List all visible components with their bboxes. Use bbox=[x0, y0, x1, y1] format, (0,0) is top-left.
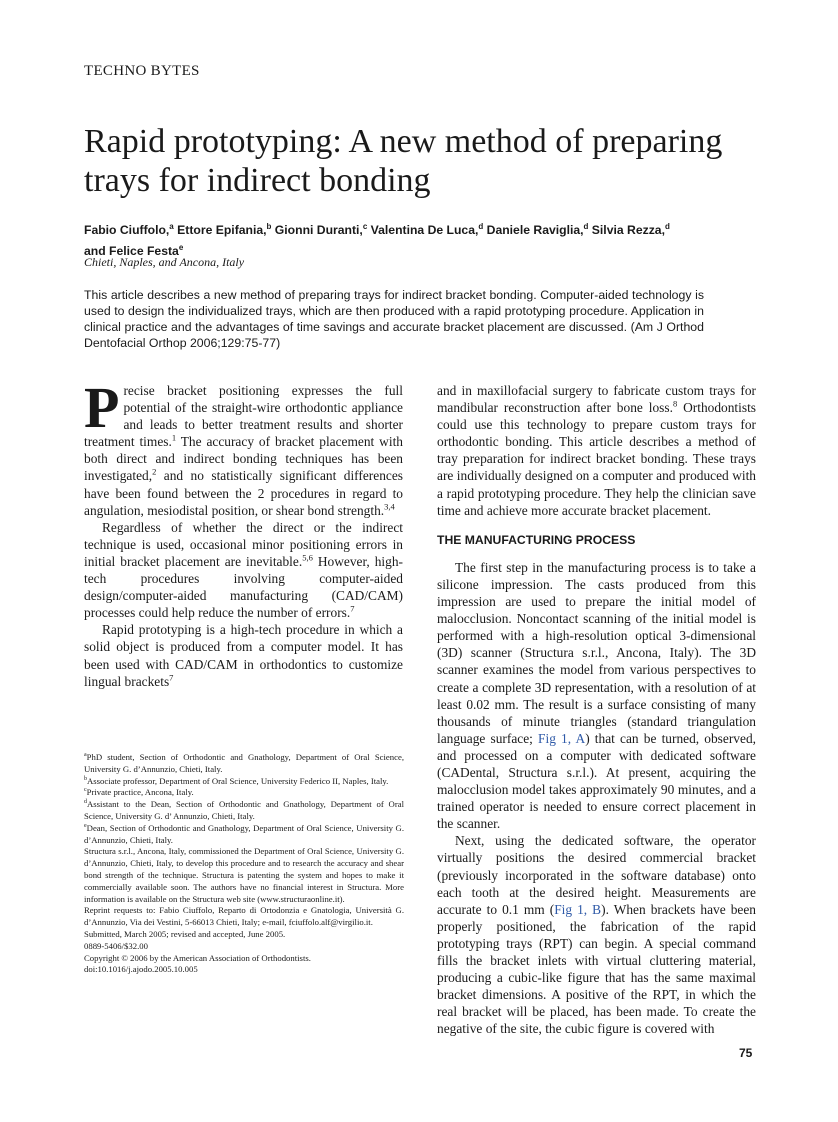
doi: doi:10.1016/j.ajodo.2005.10.005 bbox=[84, 964, 198, 975]
paragraph-text: Orthodontists could use this technology to prepare custom trays for orthodontic bonding. This article describes a method of tray preparation for indirect bracket bonding. These trays are individually designed on a computer and produced with a rapid prototyping procedure. They help the clinician save time and achieve more accurate bracket placement. bbox=[437, 400, 756, 518]
footnote bbox=[84, 752, 404, 776]
footnote-text: Private practice, Ancona, Italy. bbox=[86, 787, 194, 798]
footnote bbox=[84, 787, 404, 799]
author-name: Fabio Ciuffolo, bbox=[84, 223, 170, 238]
author-name: Ettore Epifania, bbox=[173, 223, 267, 238]
figure-link[interactable]: Fig 1, A bbox=[538, 730, 586, 746]
affiliation-marker: d bbox=[583, 222, 589, 231]
reprint-requests: Reprint requests to: Fabio Ciuffolo, Reparto di Ortodonzia e Gnatologia, Università G. d’Annunzio, Via dei Vestini, 5-66013 Chieti, Italy; e-mail, fciuffolo.alf@virgilio.it. bbox=[84, 905, 404, 928]
article-title: Rapid prototyping: A new method of preparing trays for indirect bonding bbox=[84, 123, 723, 199]
disclosure-note: Structura s.r.l., Ancona, Italy, commissioned the Department of Oral Science, University G. d’Annunzio, Chieti, Italy, to develop this procedure and to research the accuracy and shear bond strength of the technique. Structura is patenting the system and hopes to make it commercially available soon. The authors have no financial interest in Structura. More information is available on the Structura web site (www.structuraonline.it). bbox=[84, 846, 404, 904]
section-label: TECHNO BYTES bbox=[84, 63, 200, 79]
paragraph-text: Regardless of whether the direct or the indirect technique is used, occasional minor positioning errors in initial bracket placement are inevitable. bbox=[84, 519, 403, 569]
body-paragraph bbox=[437, 559, 756, 833]
paragraph-text: The accuracy of bracket placement with both direct and indirect bonding techniques has been investigated, bbox=[84, 434, 403, 484]
reference-marker: 5,6 bbox=[302, 552, 313, 563]
author-name: Silvia Rezza, bbox=[588, 223, 665, 238]
footnote-marker: e bbox=[84, 822, 87, 829]
footnote-marker: a bbox=[84, 752, 87, 759]
author-list bbox=[84, 218, 764, 260]
body-paragraph bbox=[84, 621, 403, 689]
paragraph-text: Rapid prototyping is a high-tech procedure in which a solid object is produced from a computer model. It has been used with CAD/CAM in orthodontics to customize lingual brackets bbox=[84, 622, 403, 689]
footnote-marker: d bbox=[84, 799, 87, 806]
drop-cap: P bbox=[84, 375, 120, 440]
footnotes bbox=[84, 752, 404, 976]
footnote-text: Associate professor, Department of Oral Science, University Federico II, Naples, Italy. bbox=[87, 775, 389, 786]
reference-marker: 7 bbox=[350, 603, 355, 614]
paragraph-text: Next, using the dedicated software, the operator virtually positions the desired commercial bracket (previously incorporated in the software database) onto each tooth at the desired height. Measurements are accurate to 0.1 mm ( bbox=[437, 833, 756, 917]
affiliation-marker: e bbox=[178, 243, 184, 253]
footnote bbox=[84, 799, 404, 823]
paragraph-text: However, high-tech procedures involving computer-aided design/computer-aided manufacturing (CAD/CAM) processes could help reduce the number of errors. bbox=[84, 553, 404, 621]
copyright-notice: Copyright © 2006 by the American Association of Orthodontists. bbox=[84, 952, 311, 963]
reference-marker: 3,4 bbox=[384, 501, 395, 512]
paragraph-text: ). When brackets have been properly positioned, the fabrication of the rapid prototyping trays (RPT) can begin. A special command fills the bracket inlets with virtual cluttering material, producing a cubic-like figure that has the same maximal bracket dimensions. A positive of the RPT, in which the real bracket will be placed, has been made. To create the negative of the site, the cubic figure is covered with bbox=[437, 901, 756, 1037]
paragraph-text: and in maxillofacial surgery to fabricate custom trays for mandibular reconstruction after bone loss. bbox=[437, 383, 756, 416]
author-location: Chieti, Naples, and Ancona, Italy bbox=[84, 255, 245, 269]
affiliation-marker: c bbox=[362, 222, 368, 231]
affiliation-marker: d bbox=[478, 222, 484, 231]
reference-marker: 7 bbox=[169, 672, 174, 683]
issn-price: 0889-5406/$32.00 bbox=[84, 940, 148, 951]
page-number: 75 bbox=[739, 1046, 753, 1060]
author-name: Daniele Raviglia, bbox=[483, 223, 584, 238]
affiliation-marker: d bbox=[664, 222, 670, 231]
body-paragraph bbox=[84, 375, 403, 519]
paragraph-text: ) that can be turned, observed, and processed on a computer with dedicated software (CADental, Structura s.r.l.). At present, acquiring the malocclusion model takes approximately 90 minutes, and a trained operator is needed to ensure correct placement in the scanner. bbox=[437, 730, 756, 832]
abstract: This article describes a new method of preparing trays for indirect bracket bonding. Computer-aided technology is used to design the individualized trays, which are then produced with a rapid prototyping procedure. Application in clinical practice and the advantages of time savings and accurate bracket placement are discussed. (Am J Orthod Dentofacial Orthop 2006;129:75-77) bbox=[84, 288, 704, 350]
footnote bbox=[84, 776, 404, 788]
footnote-text: PhD student, Section of Orthodontic and Gnathology, Department of Oral Science, University G. d’Annunzio, Chieti, Italy. bbox=[84, 752, 404, 774]
paragraph-text: and no statistically significant differences have been found between the 2 procedures in regard to angulation, mesiodistal position, or shear bond strength. bbox=[84, 468, 403, 518]
footnote-marker: c bbox=[84, 787, 87, 794]
body-column-left bbox=[84, 375, 404, 690]
reference-marker: 2 bbox=[152, 467, 157, 477]
footnote bbox=[84, 823, 404, 847]
reference-marker: 8 bbox=[672, 398, 678, 409]
paragraph-text: recise bracket positioning expresses the full potential of the straight-wire orthodontic appliance and leads to better treatment results and shorter treatment times. bbox=[84, 383, 403, 450]
body-column-right bbox=[437, 382, 756, 1037]
author-name: and Felice Festa bbox=[84, 244, 179, 259]
author-name: Valentina De Luca, bbox=[367, 223, 479, 238]
footnote-text: Dean, Section of Orthodontic and Gnathology, Department of Oral Science, University G. d’Annunzio, Chieti, Italy. bbox=[84, 822, 404, 845]
footnote-marker: b bbox=[84, 775, 87, 782]
submission-dates: Submitted, March 2005; revised and accepted, June 2005. bbox=[84, 928, 286, 939]
body-paragraph bbox=[437, 382, 756, 519]
affiliation-marker: a bbox=[169, 222, 174, 231]
reference-marker: 1 bbox=[171, 432, 177, 443]
figure-link[interactable]: Fig 1, B bbox=[554, 901, 602, 917]
author-name: Gionni Duranti, bbox=[271, 223, 363, 238]
footnote-text: Assistant to the Dean, Section of Orthodontic and Gnathology, Department of Oral Science, University G. d’ Annunzio, Chieti, Italy. bbox=[84, 799, 404, 821]
paragraph-text: The first step in the manufacturing process is to take a silicone impression. The casts produced from this impression are used to prepare the initial model of malocclusion. Noncontact scanning of the initial model is performed with a high-resolution optical 3-dimensional (3D) scanner (Structura s.r.l., Ancona, Italy). The 3D scanner examines the model from various perspectives to create a complete 3D representation, with a resolution of at least 0.02 mm. The result is a surface consisting of many thousands of minute triangles (standard triangulation language surface; bbox=[437, 559, 756, 746]
section-heading: THE MANUFACTURING PROCESS bbox=[437, 532, 636, 547]
body-paragraph bbox=[84, 519, 403, 622]
body-paragraph bbox=[437, 832, 756, 1037]
affiliation-marker: b bbox=[266, 222, 272, 231]
